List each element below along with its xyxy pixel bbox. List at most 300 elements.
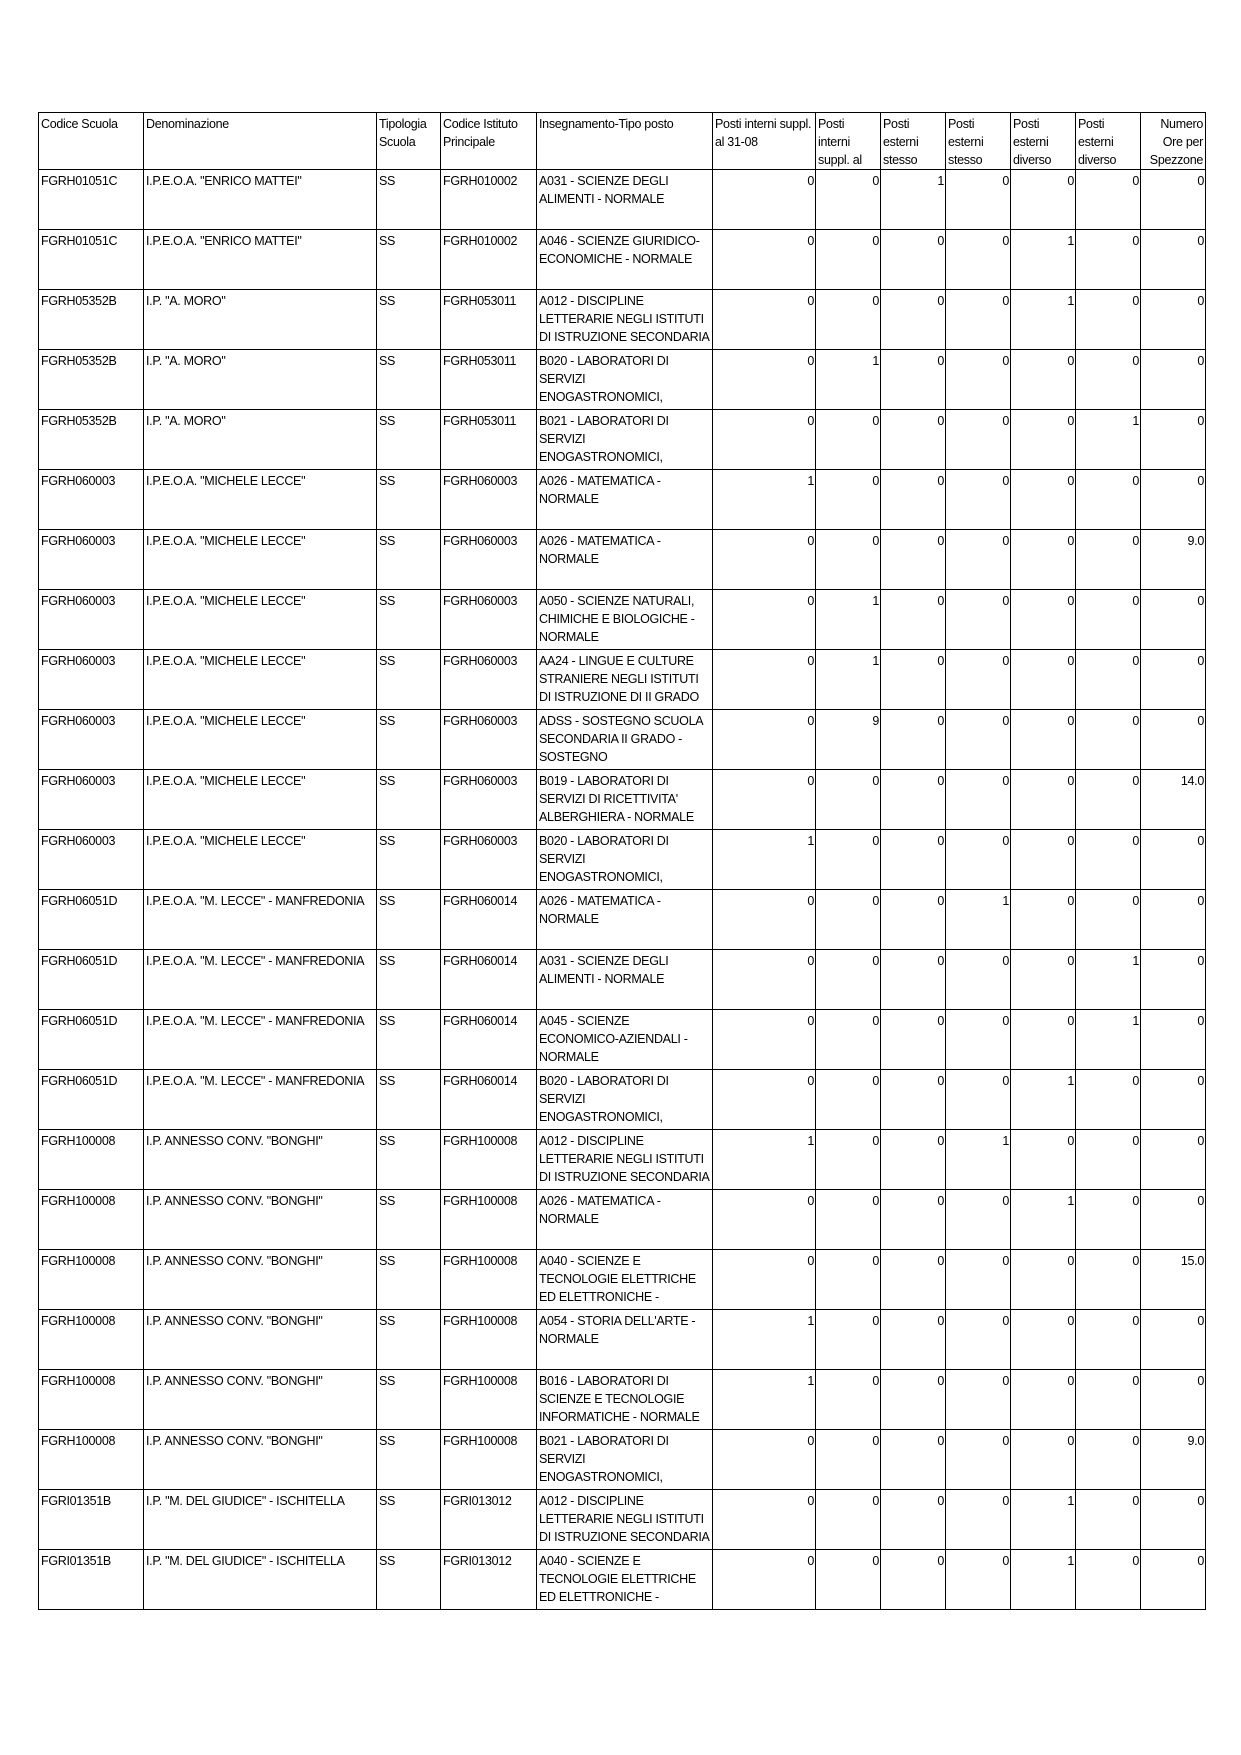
cell-text: 0 [1002, 714, 1009, 728]
col-tipologia-cell [377, 350, 441, 410]
col-tipologia-cell [377, 1130, 441, 1190]
cell-text: FGRH100008 [41, 1314, 116, 1328]
cell-text: FGRH100008 [443, 1194, 518, 1208]
cell-text: FGRI01351B [41, 1494, 111, 1508]
cell-text: 0 [807, 774, 814, 788]
cell-text: 0 [807, 1254, 814, 1268]
cell-text: SS [379, 414, 396, 428]
cell-text: 0 [1067, 534, 1074, 548]
cell-text: 1 [1067, 294, 1074, 308]
cell-text: I.P.E.O.A. "MICHELE LECCE" [146, 654, 306, 668]
cell-text: 0 [807, 654, 814, 668]
cell-text: 0 [1197, 594, 1204, 608]
col-codice-scuola-cell [39, 410, 144, 470]
cell-text: FGRH06051D [41, 1014, 118, 1028]
col-posti-interni-suppl-cell [816, 290, 881, 350]
cell-text: 0 [872, 774, 879, 788]
cell-text: A012 - DISCIPLINE LETTERARIE NEGLI ISTITUTI DI ISTRUZIONE SECONDARIA [539, 1134, 709, 1184]
col-tipologia-cell [377, 1010, 441, 1070]
col-posti-interni-suppl-cell [816, 890, 881, 950]
col-codice-scuola-cell [39, 830, 144, 890]
col-codice-istituto-cell [441, 1550, 537, 1610]
col-posti-esterni-stesso-1-cell [881, 470, 946, 530]
cell-text: I.P.E.O.A. "M. LECCE" - MANFREDONIA [146, 1014, 365, 1028]
col-tipologia-cell [377, 1310, 441, 1370]
col-denominazione-cell [144, 1010, 377, 1070]
cell-text: 0 [1002, 1194, 1009, 1208]
col-codice-istituto-cell [441, 470, 537, 530]
col-posti-esterni-diverso-2-cell [1076, 1190, 1141, 1250]
col-posti-esterni-diverso-2-cell [1076, 1430, 1141, 1490]
cell-text: 14.0 [1180, 774, 1204, 788]
cell-text: 0 [807, 1434, 814, 1448]
col-posti-interni-suppl-cell [816, 650, 881, 710]
col-codice-istituto-cell [441, 350, 537, 410]
col-codice-istituto-cell [441, 230, 537, 290]
cell-text: FGRH100008 [41, 1194, 116, 1208]
cell-text: I.P.E.O.A. "ENRICO MATTEI" [146, 234, 302, 248]
cell-text: 0 [1002, 1554, 1009, 1568]
cell-text: B016 - LABORATORI DI SCIENZE E TECNOLOGIE INFORMATICHE - NORMALE [539, 1374, 700, 1424]
col-posti-interni-suppl-cell [816, 1250, 881, 1310]
cell-text: 0 [1002, 414, 1009, 428]
col-posti-interni-31-08-cell [713, 590, 816, 650]
cell-text: 0 [1067, 654, 1074, 668]
cell-text: 1 [872, 654, 879, 668]
col-posti-esterni-stesso-2-cell [946, 1490, 1011, 1550]
col-posti-interni-31-08-cell [713, 170, 816, 230]
col-posti-interni-31-08-cell [713, 1130, 816, 1190]
col-posti-esterni-diverso-1-cell [1011, 1130, 1076, 1190]
cell-text: 0 [1002, 1374, 1009, 1388]
col-denominazione-cell [144, 1250, 377, 1310]
col-numero-ore-header: Numero Ore per Spezzone [1141, 113, 1206, 170]
cell-text: SS [379, 474, 396, 488]
cell-text: A026 - MATEMATICA - NORMALE [539, 534, 661, 566]
col-posti-esterni-stesso-1-cell [881, 1430, 946, 1490]
cell-text: B020 - LABORATORI DI SERVIZI ENOGASTRONOMICI, [539, 834, 669, 884]
cell-text: I.P.E.O.A. "MICHELE LECCE" [146, 474, 306, 488]
cell-text: 0 [1002, 534, 1009, 548]
col-posti-esterni-stesso-1-cell [881, 890, 946, 950]
cell-text: FGRH060003 [41, 654, 116, 668]
col-posti-interni-suppl-cell [816, 830, 881, 890]
cell-text: 0 [937, 1374, 944, 1388]
col-posti-esterni-stesso-1-cell [881, 410, 946, 470]
cell-text: 1 [807, 1314, 814, 1328]
cell-text: 0 [1197, 1494, 1204, 1508]
col-posti-esterni-diverso-2-cell [1076, 770, 1141, 830]
col-posti-interni-suppl-cell [816, 950, 881, 1010]
cell-text: 0 [937, 774, 944, 788]
cell-text: 0 [1197, 354, 1204, 368]
col-insegnamento-cell [537, 590, 713, 650]
col-tipologia-cell [377, 410, 441, 470]
col-posti-interni-suppl-cell [816, 710, 881, 770]
table-row [39, 1370, 1206, 1430]
cell-text: FGRH100008 [443, 1374, 518, 1388]
col-codice-scuola-cell [39, 950, 144, 1010]
col-codice-istituto-cell [441, 770, 537, 830]
cell-text: 0 [1067, 1254, 1074, 1268]
col-posti-interni-suppl-cell [816, 1490, 881, 1550]
col-posti-esterni-diverso-2-cell [1076, 950, 1141, 1010]
cell-text: 0 [1197, 1314, 1204, 1328]
cell-text: 0 [937, 1434, 944, 1448]
cell-text: I.P.E.O.A. "M. LECCE" - MANFREDONIA [146, 894, 365, 908]
col-posti-esterni-stesso-2-cell [946, 350, 1011, 410]
cell-text: 0 [1197, 654, 1204, 668]
col-posti-esterni-stesso-1-cell [881, 350, 946, 410]
cell-text: 1 [807, 1134, 814, 1148]
col-posti-esterni-diverso-1-cell [1011, 890, 1076, 950]
col-posti-esterni-diverso-1-cell [1011, 1310, 1076, 1370]
cell-text: SS [379, 1074, 396, 1088]
cell-text: 0 [937, 894, 944, 908]
cell-text: SS [379, 1014, 396, 1028]
cell-text: 0 [872, 1374, 879, 1388]
cell-text: A031 - SCIENZE DEGLI ALIMENTI - NORMALE [539, 174, 669, 206]
col-posti-esterni-stesso-2-cell [946, 890, 1011, 950]
cell-text: 0 [937, 474, 944, 488]
table-row [39, 830, 1206, 890]
col-posti-interni-31-08-cell [713, 1310, 816, 1370]
col-numero-ore-cell [1141, 590, 1206, 650]
cell-text: 1 [872, 594, 879, 608]
col-tipologia-cell [377, 470, 441, 530]
table-header [39, 113, 1206, 170]
cell-text: 0 [1132, 1254, 1139, 1268]
table-row [39, 1070, 1206, 1130]
col-denominazione-cell [144, 230, 377, 290]
cell-text: A026 - MATEMATICA - NORMALE [539, 474, 661, 506]
cell-text: SS [379, 1314, 396, 1328]
table-row [39, 1130, 1206, 1190]
cell-text: 0 [1132, 234, 1139, 248]
cell-text: 0 [937, 654, 944, 668]
table-row [39, 470, 1206, 530]
col-posti-esterni-diverso-2-cell [1076, 650, 1141, 710]
col-posti-esterni-stesso-1-cell [881, 1070, 946, 1130]
cell-text: 0 [1067, 594, 1074, 608]
cell-text: FGRI013012 [443, 1494, 512, 1508]
col-posti-esterni-diverso-1-cell [1011, 1250, 1076, 1310]
col-posti-interni-31-08-cell [713, 1250, 816, 1310]
cell-text: SS [379, 1374, 396, 1388]
col-posti-esterni-stesso-1-cell [881, 170, 946, 230]
cell-text: SS [379, 294, 396, 308]
table-row [39, 770, 1206, 830]
table-row [39, 1310, 1206, 1370]
cell-text: 0 [872, 174, 879, 188]
col-posti-interni-suppl-cell [816, 1190, 881, 1250]
col-codice-scuola-cell [39, 290, 144, 350]
col-insegnamento-cell [537, 950, 713, 1010]
col-insegnamento-cell [537, 230, 713, 290]
table-row [39, 350, 1206, 410]
col-posti-esterni-diverso-1-cell [1011, 1550, 1076, 1610]
cell-text: 1 [1067, 1074, 1074, 1088]
cell-text: FGRH060003 [443, 714, 518, 728]
table-row [39, 1190, 1206, 1250]
col-tipologia-cell [377, 830, 441, 890]
cell-text: 0 [807, 714, 814, 728]
cell-text: 0 [1197, 1194, 1204, 1208]
cell-text: FGRH06051D [41, 894, 118, 908]
col-posti-esterni-diverso-2-header: Posti esterni diverso [1076, 113, 1141, 170]
col-posti-esterni-stesso-2-cell [946, 1070, 1011, 1130]
table-row [39, 410, 1206, 470]
cell-text: SS [379, 534, 396, 548]
col-tipologia-cell [377, 170, 441, 230]
cell-text: I.P. ANNESSO CONV. "BONGHI" [146, 1434, 323, 1448]
col-codice-istituto-cell [441, 1010, 537, 1070]
cell-text: 0 [1067, 354, 1074, 368]
cell-text: 0 [807, 954, 814, 968]
cell-text: 0 [1132, 1554, 1139, 1568]
cell-text: A040 - SCIENZE E TECNOLOGIE ELETTRICHE ED ELETTRONICHE - [539, 1554, 696, 1604]
col-posti-interni-31-08-cell [713, 1430, 816, 1490]
cell-text: 0 [807, 414, 814, 428]
cell-text: 1 [807, 474, 814, 488]
cell-text: 1 [1132, 414, 1139, 428]
col-posti-interni-suppl-cell [816, 230, 881, 290]
col-codice-scuola-cell [39, 350, 144, 410]
col-codice-scuola-cell [39, 1070, 144, 1130]
cell-text: 0 [1197, 894, 1204, 908]
table-row [39, 590, 1206, 650]
cell-text: 0 [1002, 1434, 1009, 1448]
cell-text: I.P.E.O.A. "MICHELE LECCE" [146, 774, 306, 788]
col-codice-scuola-cell [39, 1310, 144, 1370]
cell-text: I.P. "M. DEL GIUDICE" - ISCHITELLA [146, 1494, 345, 1508]
col-numero-ore-cell [1141, 1010, 1206, 1070]
col-posti-esterni-stesso-2-cell [946, 1130, 1011, 1190]
col-posti-esterni-diverso-1-cell [1011, 410, 1076, 470]
cell-text: 0 [937, 234, 944, 248]
col-posti-interni-suppl-cell [816, 1430, 881, 1490]
header-row [39, 113, 1206, 170]
cell-text: 1 [1067, 1194, 1074, 1208]
col-insegnamento-cell [537, 290, 713, 350]
col-numero-ore-cell [1141, 410, 1206, 470]
col-insegnamento-cell [537, 1490, 713, 1550]
col-posti-esterni-diverso-2-cell [1076, 470, 1141, 530]
col-codice-scuola-cell [39, 1250, 144, 1310]
cell-text: 0 [872, 294, 879, 308]
table-row [39, 1490, 1206, 1550]
col-numero-ore-cell [1141, 1370, 1206, 1430]
cell-text: FGRH060003 [443, 774, 518, 788]
cell-text: 0 [1002, 1314, 1009, 1328]
cell-text: 0 [1132, 1194, 1139, 1208]
cell-text: 0 [1132, 354, 1139, 368]
col-posti-interni-suppl-header: Posti interni suppl. al [816, 113, 881, 170]
cell-text: 0 [1132, 1494, 1139, 1508]
col-insegnamento-cell [537, 650, 713, 710]
cell-text: 0 [1132, 534, 1139, 548]
cell-text: FGRH060003 [41, 834, 116, 848]
col-numero-ore-cell [1141, 1490, 1206, 1550]
cell-text: 0 [872, 474, 879, 488]
cell-text: 1 [1132, 1014, 1139, 1028]
cell-text: 0 [872, 534, 879, 548]
cell-text: FGRH010002 [443, 234, 518, 248]
col-codice-istituto-cell [441, 890, 537, 950]
col-posti-esterni-diverso-1-cell [1011, 650, 1076, 710]
cell-text: SS [379, 894, 396, 908]
col-posti-esterni-diverso-1-cell [1011, 1070, 1076, 1130]
col-posti-esterni-diverso-1-cell [1011, 710, 1076, 770]
cell-text: A012 - DISCIPLINE LETTERARIE NEGLI ISTITUTI DI ISTRUZIONE SECONDARIA [539, 294, 709, 344]
col-posti-esterni-stesso-1-cell [881, 830, 946, 890]
col-codice-scuola-cell [39, 1550, 144, 1610]
col-tipologia-cell [377, 530, 441, 590]
cell-text: I.P.E.O.A. "MICHELE LECCE" [146, 714, 306, 728]
cell-text: I.P.E.O.A. "M. LECCE" - MANFREDONIA [146, 954, 365, 968]
col-numero-ore-cell [1141, 470, 1206, 530]
cell-text: 0 [1197, 714, 1204, 728]
col-posti-interni-31-08-cell [713, 1550, 816, 1610]
cell-text: 0 [1067, 1374, 1074, 1388]
col-posti-esterni-diverso-2-cell [1076, 530, 1141, 590]
cell-text: 0 [807, 1014, 814, 1028]
col-codice-scuola-cell [39, 890, 144, 950]
col-codice-scuola-cell [39, 1190, 144, 1250]
col-insegnamento-cell [537, 530, 713, 590]
cell-text: I.P. ANNESSO CONV. "BONGHI" [146, 1374, 323, 1388]
col-posti-esterni-diverso-1-cell [1011, 1370, 1076, 1430]
col-posti-esterni-stesso-2-cell [946, 950, 1011, 1010]
col-posti-esterni-diverso-1-cell [1011, 590, 1076, 650]
col-codice-scuola-cell [39, 230, 144, 290]
col-posti-esterni-diverso-2-cell [1076, 590, 1141, 650]
cell-text: 0 [1197, 474, 1204, 488]
col-posti-esterni-stesso-1-cell [881, 1310, 946, 1370]
cell-text: SS [379, 834, 396, 848]
col-posti-esterni-stesso-2-cell [946, 410, 1011, 470]
cell-text: I.P. ANNESSO CONV. "BONGHI" [146, 1134, 323, 1148]
cell-text: 0 [1067, 954, 1074, 968]
col-insegnamento-cell [537, 1190, 713, 1250]
col-codice-istituto-header: Codice Istituto Principale [441, 113, 537, 170]
col-posti-esterni-stesso-1-cell [881, 650, 946, 710]
posti-table [38, 112, 1206, 1610]
cell-text: SS [379, 354, 396, 368]
cell-text: 0 [1197, 1134, 1204, 1148]
cell-text: 15.0 [1180, 1254, 1204, 1268]
col-codice-istituto-cell [441, 650, 537, 710]
col-codice-istituto-cell [441, 1490, 537, 1550]
col-insegnamento-cell [537, 1010, 713, 1070]
col-posti-interni-31-08-cell [713, 950, 816, 1010]
col-posti-interni-suppl-cell [816, 1370, 881, 1430]
cell-text: 0 [1132, 594, 1139, 608]
col-posti-esterni-stesso-1-cell [881, 950, 946, 1010]
cell-text: SS [379, 714, 396, 728]
cell-text: FGRH01051C [41, 174, 118, 188]
cell-text: SS [379, 1254, 396, 1268]
col-numero-ore-cell [1141, 1190, 1206, 1250]
col-insegnamento-cell [537, 1370, 713, 1430]
col-posti-esterni-stesso-2-cell [946, 830, 1011, 890]
cell-text: I.P.E.O.A. "M. LECCE" - MANFREDONIA [146, 1074, 365, 1088]
col-numero-ore-cell [1141, 170, 1206, 230]
cell-text: 0 [872, 1134, 879, 1148]
col-denominazione-cell [144, 1490, 377, 1550]
col-tipologia-cell [377, 230, 441, 290]
cell-text: FGRH060014 [443, 954, 518, 968]
table-row [39, 1550, 1206, 1610]
cell-text: 9 [872, 714, 879, 728]
cell-text: 0 [872, 414, 879, 428]
cell-text: 0 [1197, 1014, 1204, 1028]
col-posti-esterni-stesso-1-cell [881, 530, 946, 590]
col-posti-esterni-diverso-1-cell [1011, 950, 1076, 1010]
col-codice-istituto-cell [441, 830, 537, 890]
cell-text: 0 [872, 1014, 879, 1028]
cell-text: 0 [1132, 714, 1139, 728]
cell-text: FGRH060014 [443, 1074, 518, 1088]
cell-text: 0 [1002, 954, 1009, 968]
cell-text: FGRH010002 [443, 174, 518, 188]
cell-text: 0 [1002, 294, 1009, 308]
cell-text: 0 [1002, 1494, 1009, 1508]
cell-text: B019 - LABORATORI DI SERVIZI DI RICETTIVITA' ALBERGHIERA - NORMALE [539, 774, 694, 824]
cell-text: 0 [872, 954, 879, 968]
col-posti-esterni-stesso-2-cell [946, 710, 1011, 770]
col-denominazione-cell [144, 830, 377, 890]
cell-text: FGRH05352B [41, 414, 117, 428]
cell-text: SS [379, 954, 396, 968]
col-posti-interni-suppl-cell [816, 1010, 881, 1070]
cell-text: 1 [1002, 894, 1009, 908]
col-denominazione-cell [144, 590, 377, 650]
col-codice-istituto-cell [441, 530, 537, 590]
cell-text: 1 [1067, 1554, 1074, 1568]
cell-text: AA24 - LINGUE E CULTURE STRANIERE NEGLI ISTITUTI DI ISTRUZIONE DI II GRADO [539, 654, 699, 704]
cell-text: 0 [937, 354, 944, 368]
cell-text: 0 [1002, 1254, 1009, 1268]
cell-text: 0 [872, 1314, 879, 1328]
col-tipologia-cell [377, 1070, 441, 1130]
cell-text: 0 [807, 354, 814, 368]
col-posti-interni-31-08-cell [713, 830, 816, 890]
cell-text: FGRH060003 [41, 474, 116, 488]
col-insegnamento-cell [537, 410, 713, 470]
col-posti-esterni-diverso-1-cell [1011, 350, 1076, 410]
col-posti-esterni-diverso-1-cell [1011, 530, 1076, 590]
cell-text: A054 - STORIA DELL'ARTE - NORMALE [539, 1314, 696, 1346]
cell-text: 0 [807, 1554, 814, 1568]
col-tipologia-cell [377, 1190, 441, 1250]
col-codice-istituto-cell [441, 170, 537, 230]
col-posti-esterni-stesso-1-cell [881, 1250, 946, 1310]
col-codice-istituto-cell [441, 290, 537, 350]
col-posti-interni-31-08-cell [713, 710, 816, 770]
cell-text: FGRH06051D [41, 954, 118, 968]
cell-text: 0 [807, 1194, 814, 1208]
col-posti-esterni-diverso-2-cell [1076, 1070, 1141, 1130]
col-tipologia-cell [377, 1250, 441, 1310]
col-posti-esterni-stesso-1-cell [881, 290, 946, 350]
table-row [39, 1250, 1206, 1310]
col-codice-istituto-cell [441, 410, 537, 470]
table-row [39, 290, 1206, 350]
cell-text: FGRH060003 [443, 474, 518, 488]
col-codice-scuola-cell [39, 1370, 144, 1430]
cell-text: FGRH060003 [443, 594, 518, 608]
